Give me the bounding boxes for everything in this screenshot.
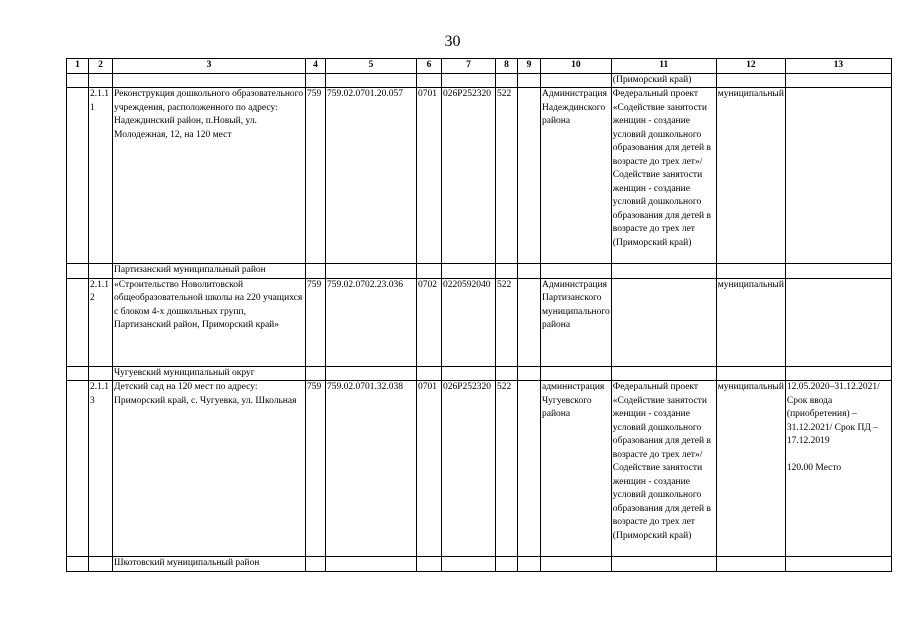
header-cell: 12 — [716, 59, 785, 74]
ownership: муниципальный — [716, 278, 785, 366]
section-title: Шкотовский муниципальный район — [113, 557, 306, 572]
section-row — [67, 366, 892, 381]
cell-code-9 — [518, 88, 541, 264]
header-cell: 10 — [541, 59, 612, 74]
header-cell: 8 — [496, 59, 518, 74]
cell-code-9 — [518, 381, 541, 557]
program-table — [66, 58, 892, 572]
cell-code-6: 0701 — [417, 381, 442, 557]
object-name: Детский сад на 120 мест по адресу: Приморский край, с. Чугуевка, ул. Школьная — [113, 381, 306, 557]
header-cell: 11 — [611, 59, 716, 74]
row-number: 2.1.1 3 — [89, 381, 113, 557]
section-row — [67, 557, 892, 572]
cell-code-5: 759.02.0702.23.036 — [326, 278, 417, 366]
federal-project — [611, 278, 716, 366]
cell-code-4: 759 — [306, 381, 326, 557]
section-title: Чугуевский муниципальный округ — [113, 366, 306, 381]
cell-code-5: 759.02.0701.32.038 — [326, 381, 417, 557]
row-number: 2.1.1 1 — [89, 88, 113, 264]
header-cell: 5 — [326, 59, 417, 74]
cell-code-8: 522 — [496, 278, 518, 366]
cell-code-6: 0702 — [417, 278, 442, 366]
cell-code-8: 522 — [496, 88, 518, 264]
object-name: «Строительство Новолитовской общеобразовательной школы на 220 учащихся с блоком 4-х дошкольных групп, Партизанский район, Приморский край» — [113, 278, 306, 366]
timeline-dates: 12.05.2020–31.12.2021/ Срок ввода (приобретения) – 31.12.2021/ Срок ПД – 17.12.2019 — [786, 382, 880, 446]
timeline — [785, 381, 891, 557]
cell-code-7: 026P252320 — [442, 381, 496, 557]
timeline — [785, 88, 891, 264]
continuation-row — [67, 73, 892, 88]
header-cell: 13 — [785, 59, 891, 74]
row-number: 2.1.1 2 — [89, 278, 113, 366]
ownership: муниципальный — [716, 88, 785, 264]
header-cell: 2 — [89, 59, 113, 74]
cell-code-5: 759.02.0701.20.057 — [326, 88, 417, 264]
header-cell: 4 — [306, 59, 326, 74]
federal-project: Федеральный проект «Содействие занятости женщин - создание условий дошкольного образования для детей в возрасте до трех лет»/Содействие занятости женщин - создание условий дошкольного образования для детей в возрасте до трех лет (Приморский край) — [611, 381, 716, 557]
header-cell: 6 — [417, 59, 442, 74]
table-row — [67, 88, 892, 264]
responsible-body: Администрация Партизанского муниципального района — [541, 278, 612, 366]
page-number: 30 — [444, 33, 461, 50]
header-row — [67, 59, 892, 74]
continuation-text: (Приморский край) — [611, 73, 716, 88]
section-row — [67, 264, 892, 279]
cell-code-7: 0220592040 — [442, 278, 496, 366]
federal-project: Федеральный проект «Содействие занятости женщин - создание условий дошкольного образования для детей в возрасте до трех лет»/Содействие занятости женщин - создание условий дошкольного образования для детей в возрасте до трех лет (Приморский край) — [611, 88, 716, 264]
cell-code-8: 522 — [496, 381, 518, 557]
header-cell: 3 — [113, 59, 306, 74]
capacity: 120.00 Место — [786, 462, 842, 473]
cell-code-7: 026P252320 — [442, 88, 496, 264]
object-name: Реконструкция дошкольного образовательного учреждения, расположенного по адресу: Надеждинский район, п.Новый, ул. Молодежная, 12, на 120 мест — [113, 88, 306, 264]
cell-code-9 — [518, 278, 541, 366]
cell-code-4: 759 — [306, 88, 326, 264]
responsible-body: Администрация Надеждинского района — [541, 88, 612, 264]
responsible-body: администрация Чугуевского района — [541, 381, 612, 557]
cell-code-6: 0701 — [417, 88, 442, 264]
table-row — [67, 381, 892, 557]
section-title: Партизанский муниципальный район — [113, 264, 306, 279]
header-cell: 1 — [67, 59, 89, 74]
table-row — [67, 278, 892, 366]
cell-code-4: 759 — [306, 278, 326, 366]
timeline — [785, 278, 891, 366]
header-cell: 7 — [442, 59, 496, 74]
header-cell: 9 — [518, 59, 541, 74]
ownership: муниципальный — [716, 381, 785, 557]
